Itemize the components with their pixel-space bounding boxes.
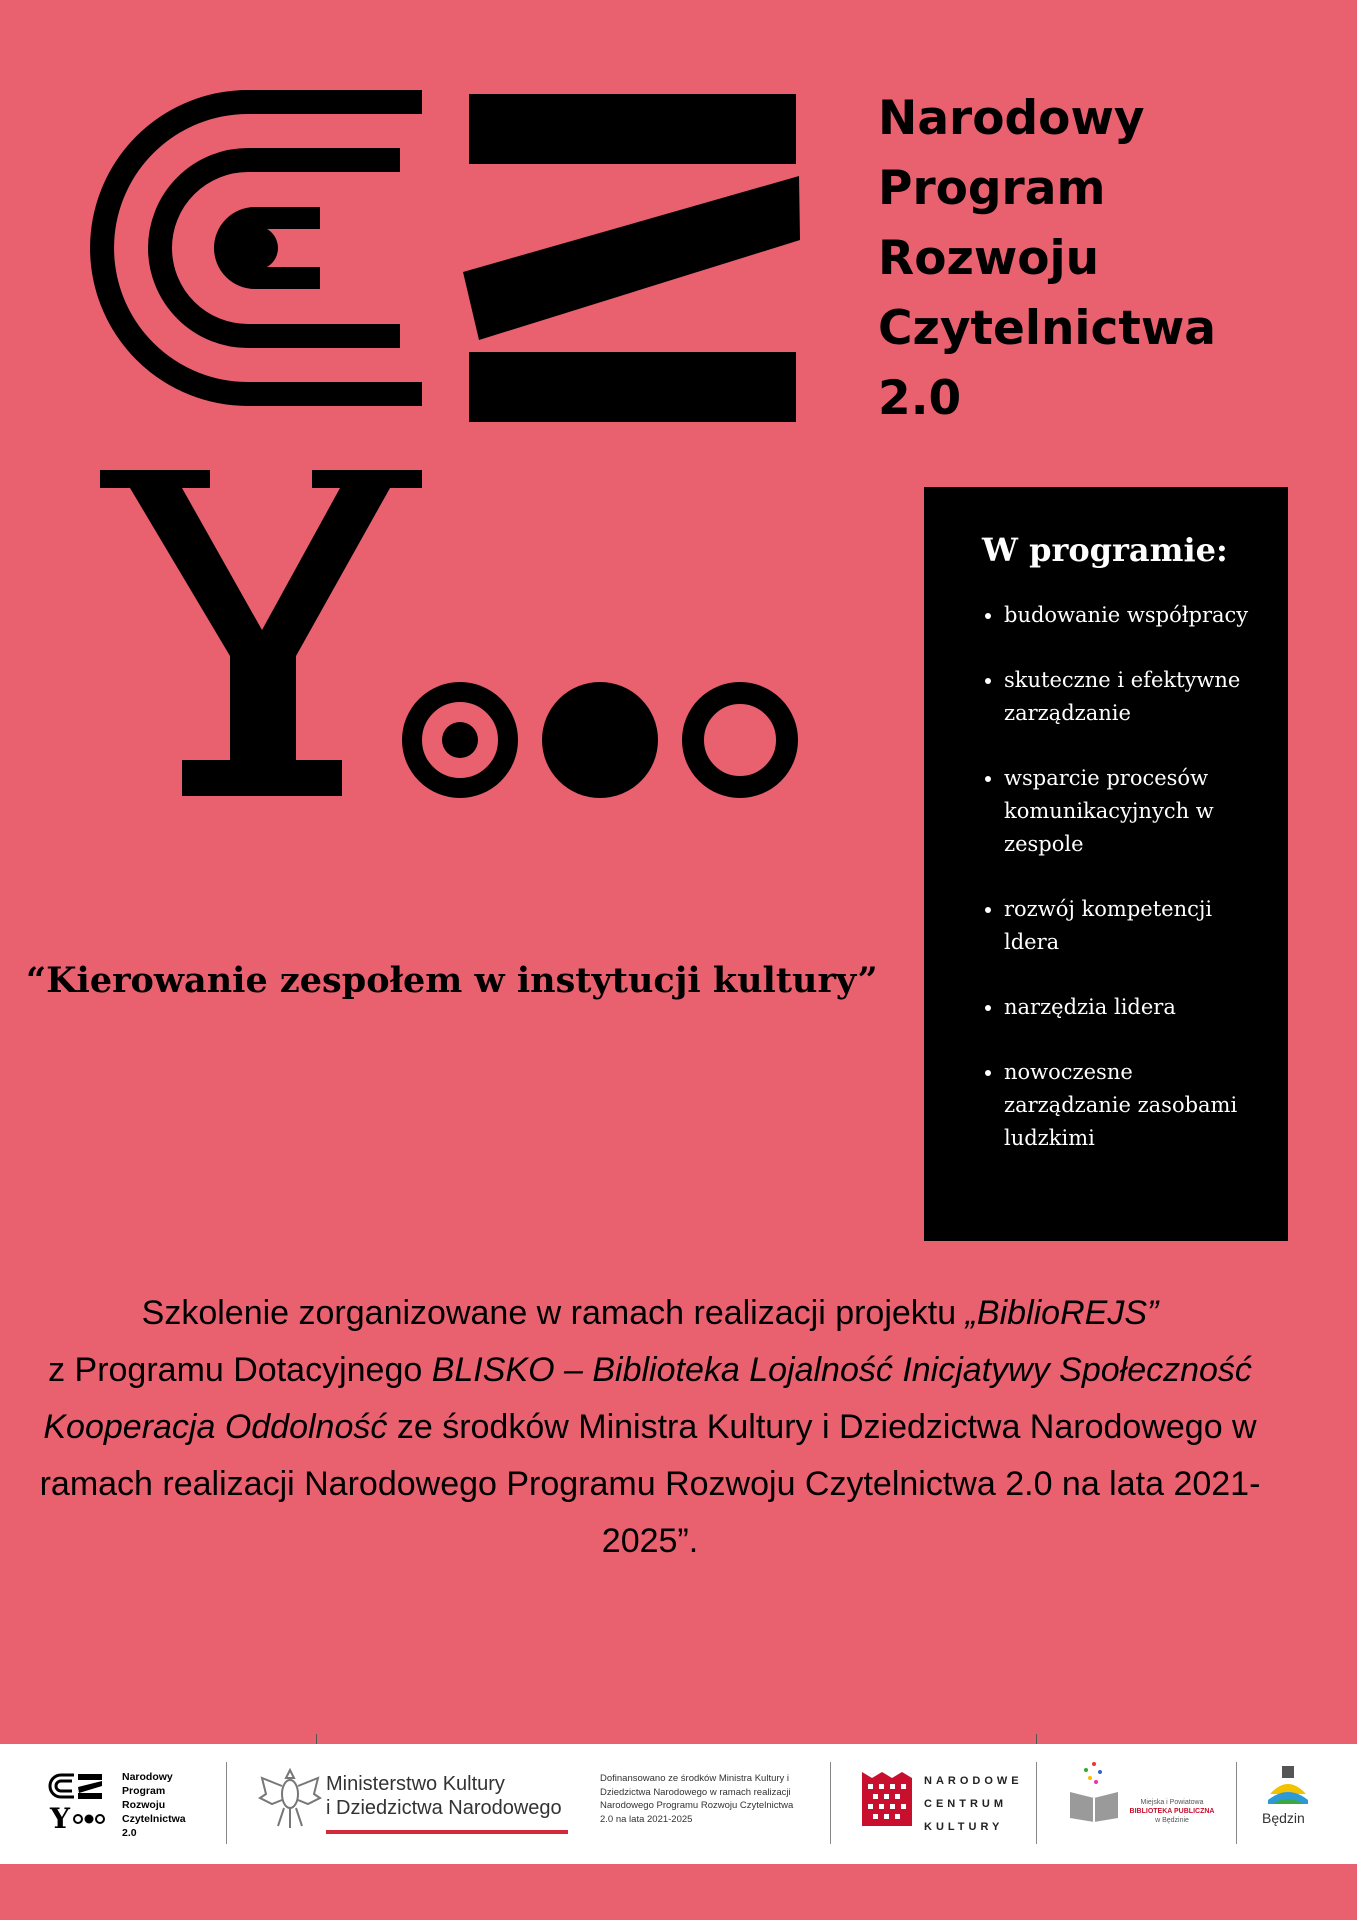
nck-logo-icon — [860, 1772, 914, 1830]
description-part: z Programu Dotacyjnego — [48, 1351, 432, 1389]
ministry-name — [326, 1772, 562, 1820]
list-item: • nowoczesne zarządzanie zasobami ludzkimi — [1004, 1056, 1256, 1155]
nck-label: NARODOWE CENTRUM KULTURY — [924, 1775, 1023, 1833]
program-panel-title: W programie: — [982, 531, 1228, 569]
ministry-line: i Dziedzictwa Narodowego — [326, 1797, 562, 1819]
svg-text:Y: Y — [50, 1802, 70, 1832]
eagle-emblem-icon — [258, 1764, 322, 1832]
target-center-logo — [442, 722, 478, 758]
filled-circle-logo — [542, 682, 658, 798]
footer-logos-strip — [0, 1744, 1357, 1864]
cz-logo — [90, 90, 810, 430]
nprcz-small-label: Narodowy Program Rozwoju Czytelnictwa 2.0 — [122, 1771, 186, 1839]
list-item: • skuteczne i efektywne zarządzanie — [1004, 664, 1256, 730]
description-part: ze środków Ministra Kultury i Dziedzictwa Narodowego w ramach realizacji Narodowego Programu Rozwoju Czytelnictwa 2.0 na lata 2021-2025”. — [39, 1408, 1261, 1560]
z-top-bar — [469, 94, 796, 164]
y-logo — [90, 460, 810, 810]
description-text — [20, 1285, 1280, 1570]
y-letter-logo — [100, 470, 422, 796]
list-item: • rozwój kompetencji ldera — [1004, 893, 1256, 959]
bedzin-city-logo-icon — [1266, 1764, 1310, 1808]
program-full-name: BLISKO – Biblioteka Lojalność Inicjatywy Społeczność Kooperacja Oddolność — [43, 1351, 1252, 1446]
description-part: Szkolenie zorganizowane w ramach realizacji projektu — [141, 1294, 966, 1332]
program-panel — [924, 487, 1288, 1241]
library-name — [1110, 1798, 1234, 1825]
project-name: „BiblioREJS” — [965, 1294, 1159, 1332]
ministry-line: Ministerstwo Kultury — [326, 1773, 505, 1795]
bedzin-label: Będzin — [1262, 1810, 1305, 1826]
nprcz-small-logo — [48, 1772, 108, 1832]
funding-note: Dofinansowano ze środków Ministra Kultury i Dziedzictwa Narodowego w ramach realizacji Narodowego Programu Rozwoju Czytelnictwa 2.0 na lata 2021-2025 — [600, 1773, 794, 1825]
c-dot-logo — [234, 226, 278, 270]
list-item: • wsparcie procesów komunikacyjnych w zespole — [1004, 762, 1256, 861]
list-item: • narzędzia lidera — [1004, 991, 1256, 1024]
list-item: • budowanie współpracy — [1004, 599, 1256, 632]
library-line: BIBLIOTEKA PUBLICZNA — [1129, 1808, 1215, 1815]
ministry-underline — [326, 1830, 568, 1834]
program-list — [982, 599, 1256, 1155]
z-bottom-bar — [469, 352, 796, 422]
program-name-title: Narodowy Program Rozwoju Czytelnictwa 2.0 — [878, 91, 1216, 426]
training-title: “Kierowanie zespołem w instytucji kultury” — [26, 960, 878, 1001]
library-line: Miejska i Powiatowa — [1140, 1799, 1204, 1806]
ring-circle-logo — [693, 693, 787, 787]
library-line: w Będzinie — [1155, 1817, 1189, 1824]
z-diagonal-bar — [463, 176, 800, 340]
